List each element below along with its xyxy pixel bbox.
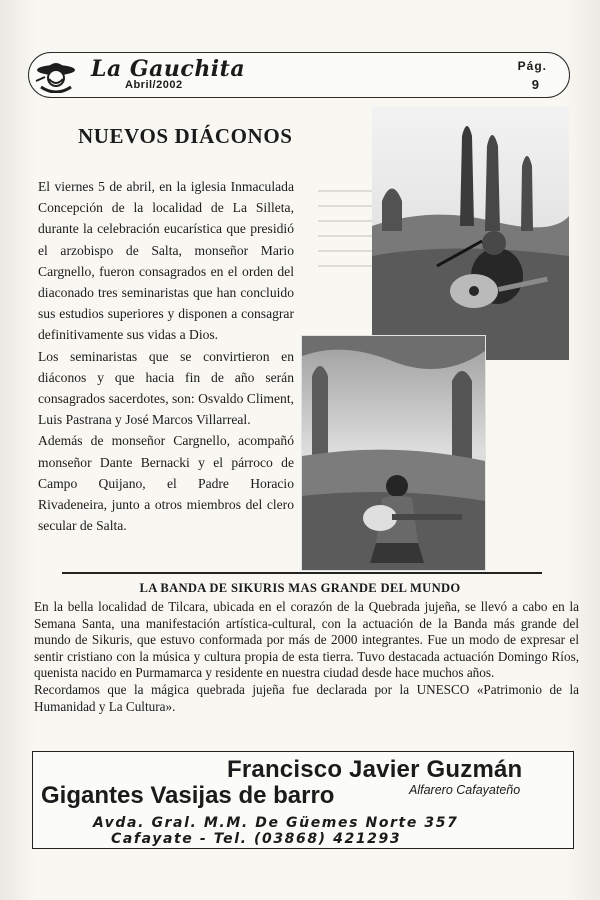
publication-title: La Gauchita bbox=[91, 56, 246, 82]
gaucho-logo-icon bbox=[35, 57, 77, 93]
article-headline: NUEVOS DIÁCONOS bbox=[78, 124, 293, 148]
article-paragraph: El viernes 5 de abril, en la iglesia Inmaculada Concepción de la localidad de La Silleta, durante la celebración eucarística que presidió el arzobispo de Salta, monseñor Mario Cargnello, fueron consagrados en el orden del diaconado tres seminaristas que han concluido sus estudios superiores y disponen a consagrar definitivamente sus vidas a Dios. bbox=[38, 179, 294, 343]
page-label: Pág. bbox=[517, 59, 547, 73]
advertiser-role: Alfarero Cafayateño bbox=[409, 783, 521, 797]
advert-city-phone: Cafayate - Tel. (03868) 421293 bbox=[111, 831, 402, 847]
article-body bbox=[38, 176, 294, 536]
issue-date: Abril/2002 bbox=[125, 79, 183, 91]
photo-musician-flute bbox=[372, 106, 569, 360]
article-paragraph: Además de monseñor Cargnello, acompañó monseñor Dante Bernacki y el párroco de Campo Quijano, el Padre Horacio Rivadeneira, junto a otros miembros del clero secular de Salta. bbox=[38, 433, 294, 534]
article2-body bbox=[34, 599, 579, 715]
advert-address: Avda. Gral. M.M. De Güemes Norte 357 bbox=[93, 815, 459, 831]
masthead bbox=[28, 52, 570, 98]
article2-headline: LA BANDA DE SIKURIS MAS GRANDE DEL MUNDO bbox=[139, 581, 461, 595]
article2-paragraph: En la bella localidad de Tilcara, ubicada en el corazón de la Quebrada jujeña, se llevó a cabo en la Semana Santa, una manifestación artística-cultural, con la actuación de la Banda más grande del mundo de Sikuris, que estuvo conformada por más de 2000 integrantes. Fue un modo de expresar el sentir cristiano con la música y cultura propia de esta tierra. Tuvo destacada actuación Domingo Ríos, quenista nacido en Purmamarca y residente en nuestra ciudad desde hace muchos años. bbox=[34, 599, 579, 681]
article-paragraph: Los seminaristas que se convirtieron en diáconos y que hacia fin de año serán consagrados sacerdotes, son: Osvaldo Climent, Luis Pastrana y José Marcos Villarreal. bbox=[38, 348, 294, 428]
advertiser-name: Francisco Javier Guzmán bbox=[227, 756, 523, 783]
advert-headline: Gigantes Vasijas de barro bbox=[41, 782, 335, 809]
section-divider bbox=[62, 572, 542, 574]
page-number: 9 bbox=[531, 77, 539, 92]
article2-paragraph: Recordamos que la mágica quebrada jujeña fue declarada por la UNESCO «Patrimonio de la Humanidad y La Cultura». bbox=[34, 681, 579, 714]
photo-musician-guitar bbox=[302, 336, 485, 570]
advertisement-box bbox=[32, 751, 574, 849]
